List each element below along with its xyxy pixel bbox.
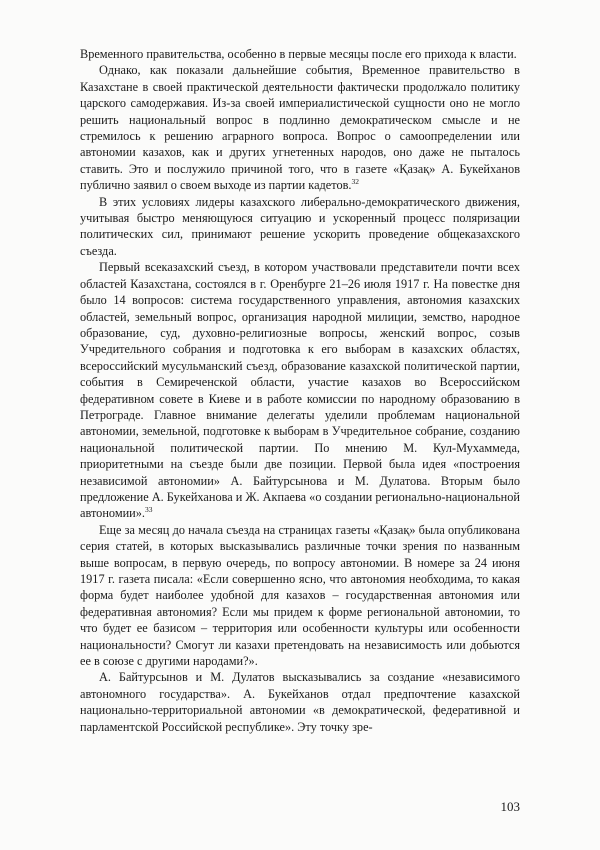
- paragraph-3: В этих условиях лидеры казахского либерально-демократического движения, учитывая быстро меняющуюся ситуацию и ускоренный процесс поляризации политических сил, принимают решение ускорить проведение общеказахского съезда.: [80, 194, 520, 258]
- paragraph-1: Временного правительства, особенно в первые месяцы после его прихода к власти.: [80, 47, 517, 61]
- footnote-ref-33[interactable]: 33: [144, 505, 153, 515]
- footnote-ref-32[interactable]: 32: [351, 177, 359, 187]
- paragraph-5: Еще за месяц до начала съезда на страницах газеты «Қазақ» была опубликована серия статей, в которых высказывались различные точки зрения по названным выше вопросам, в первую очередь, по вопросу автономии. В номере за 24 июня 1917 г. газета писала: «Если совершенно ясно, что автономия необходима, то какая форма будет наиболее удобной для казахов – государственная автономия или федеративная автономия? Если мы придем к форме региональной автономии, то что будет ее базисом – территория или особенности культуры или особенности национальности? Смогут ли казахи претендовать на независимость или добьются ее в союзе с другими народами?».: [80, 522, 520, 669]
- paragraph-2: Однако, как показали дальнейшие события, Временное правительство в Казахстане в своей практической деятельности фактически продолжало политику царского самодержавия. Из-за своей империалистической сущности оно не могло решить национальный вопрос в подлинно демократическом смысле и не стремилось к решению аграрного вопроса. Вопрос о самоопределении или автономии казахов, как и других угнетенных народов, оно даже не пыталось ставить. Это и послужило причиной того, что в газете «Қазақ» А. Букейханов публично заявил о своем выходе из партии кадетов.$^{32}$: [80, 63, 520, 193]
- body-text: [80, 46, 520, 735]
- page-number: 103: [500, 799, 520, 814]
- paragraph-4: Первый всеказахский съезд, в котором участвовали представители почти всех областей Казахстана, состоялся в г. Оренбурге 21–26 июля 1917 г. На повестке дня было 14 вопросов: система государственного управления, автономия казахских областей, земельный вопрос, организация народной милиции, земство, народное образование, суд, духовно-религиозные вопросы, женский вопрос, созыв Учредительного собрания и подготовка к его выборам в казахских областях, всероссийский мусульманский съезд, образование казахской политической партии, события в Семиреченской области, участие казахов во Всероссийском федеративном совете в Киеве и в работе комиссии по народному образованию в Петрограде. Главное внимание делегаты уделили проблемам национальной автономии, земельной, подготовке к выборам в Учредительное собрание, созданию национальной политической партии. По мнению М. Кул-Мухаммеда, приоритетными на съезде были две позиции. Первой была идея «построения независимой автономии» А. Байтурсынова и М. Дулатова. Вторым было предложение А. Букейханова и Ж. Акпаева «о создании регионально-национальной автономии».$^{33}$: [80, 260, 520, 521]
- paragraph-6: А. Байтурсынов и М. Дулатов высказывались за создание «независимого автономного государства». А. Букейханов отдал предпочтение казахской национально-территориальной автономии «в демократической, федеративной и парламентской Российской республике». Эту точку зре-: [80, 670, 520, 734]
